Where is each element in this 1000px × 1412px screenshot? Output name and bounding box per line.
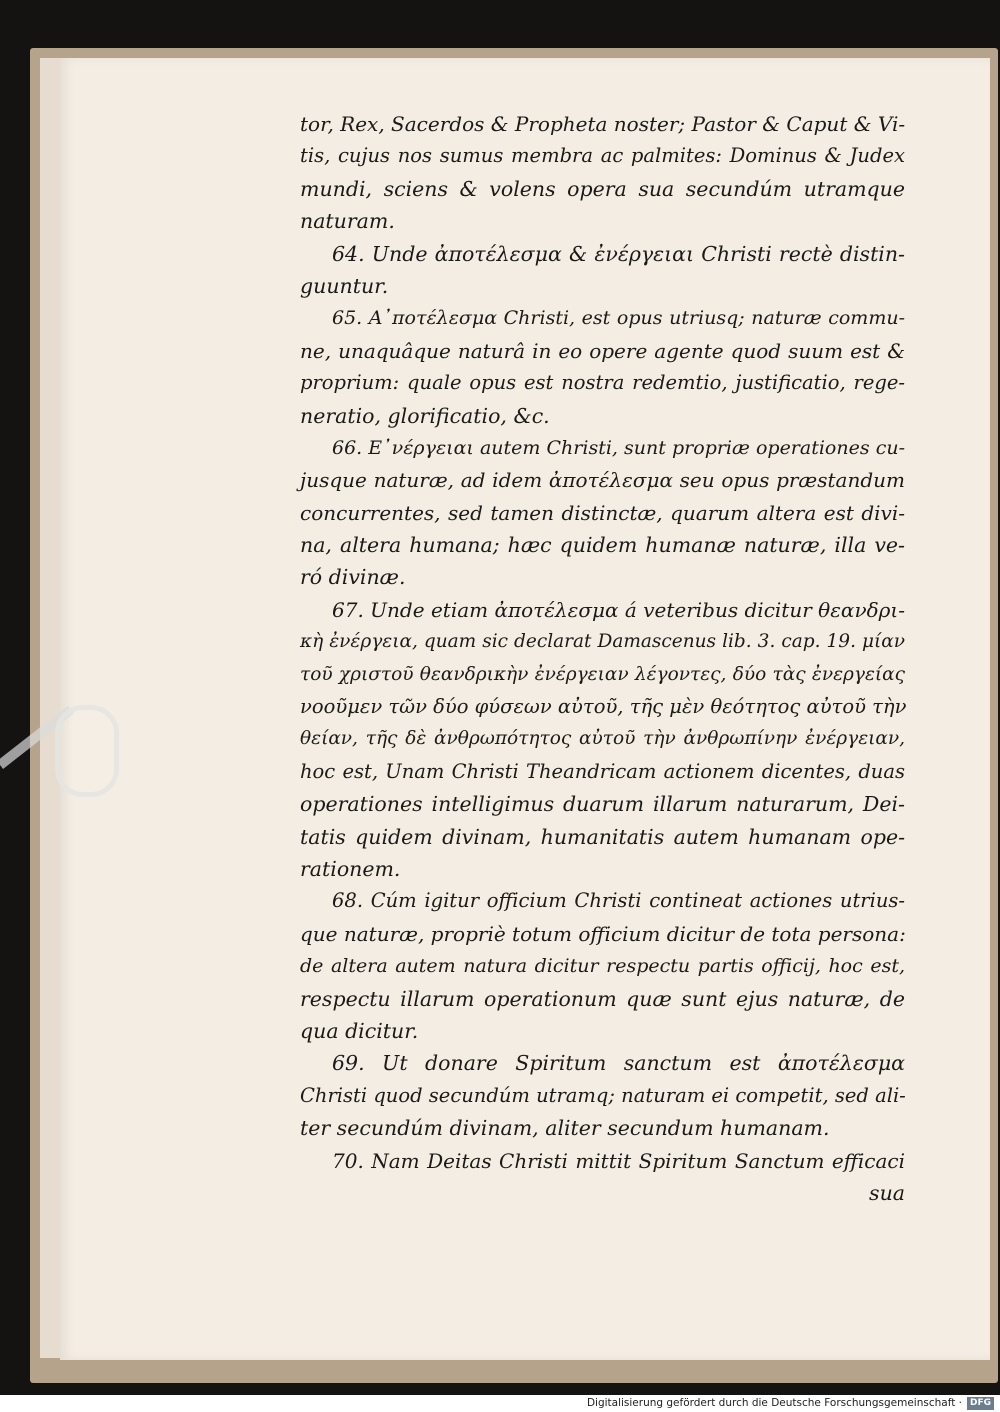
dfg-logo: DFG: [967, 1397, 994, 1410]
text-line: guuntur.: [300, 273, 389, 298]
text-line: operationes intelligimus duarum illarum naturarum, Dei-: [300, 792, 905, 817]
catchword: sua: [869, 1180, 905, 1205]
text-line: rationem.: [300, 856, 401, 881]
text-line: concurrentes, sed tamen distinctæ, quarum altera est divi-: [300, 500, 905, 525]
text-line: jusque naturæ, ad idem ἀποτέλεσμα seu opus præstandum: [300, 468, 905, 493]
text-line: 69. Ut donare Spiritum sanctum est ἀποτέλεσμα: [332, 1051, 905, 1076]
text-line: naturam.: [300, 209, 395, 234]
text-line: de altera autem natura dicitur respectu partis officij, hoc est,: [300, 955, 905, 978]
text-line: νοοῦμεν τῶν δύο φύσεων αὐτοῦ, τῆς μὲν θεότητος αὐτοῦ τὴν: [300, 695, 907, 719]
text-line: ter secundúm divinam, aliter secundum humanam.: [300, 1116, 830, 1141]
text-line: 65. Α᾽ποτέλεσμα Christi, est opus utriusq; naturæ commu-: [332, 307, 905, 330]
text-line: qua dicitur.: [300, 1018, 419, 1043]
text-line: que naturæ, propriè totum officium dicitur de tota persona:: [300, 921, 906, 946]
text-line: ne, unaquâque naturâ in eo opere agente quod suum est &: [300, 338, 905, 363]
funding-notice: Digitalisierung gefördert durch die Deutsche Forschungsgemeinschaft ·: [586, 1397, 962, 1409]
text-line: na, altera humana; hæc quidem humanæ naturæ, illa ve-: [300, 533, 905, 558]
page-clip: [55, 705, 119, 797]
text-line: tis, cujus nos sumus membra ac palmites: Dominus & Judex: [300, 144, 905, 168]
text-line: proprium: quale opus est nostra redemtio, justificatio, rege-: [300, 371, 905, 395]
text-line: respectu illarum operationum quæ sunt ejus naturæ, de: [300, 986, 905, 1011]
text-line: 67. Unde etiam ἀποτέλεσμα á veteribus dicitur θεανδρι-: [332, 597, 905, 622]
text-line: 70. Nam Deitas Christi mittit Spiritum Sanctum efficaci: [332, 1148, 905, 1173]
text-line: τοῦ χριστοῦ θεανδρικὴν ἐνέργειαν λέγοντες, δύο τὰς ἐνεργείας: [300, 663, 905, 685]
text-line: 66. Ε᾽νέργειαι autem Christi, sunt propriæ operationes cu-: [332, 436, 905, 459]
text-line: tor, Rex, Sacerdos & Propheta noster; Pastor & Caput & Vi-: [300, 112, 906, 136]
text-line: 68. Cúm igitur officium Christi contineat actiones utrius-: [332, 889, 905, 913]
text-line: mundi, sciens & volens opera sua secundúm utramque: [300, 176, 905, 201]
text-line: ró divinæ.: [300, 565, 406, 590]
text-line: tatis quidem divinam, humanitatis autem humanam ope-: [300, 824, 905, 849]
text-line: θείαν, τῆς δὲ ἀνθρωπότητος αὐτοῦ τὴν ἀνθρωπίνην ἐνέργειαν,: [300, 728, 905, 750]
text-line: 64. Unde ἀποτέλεσμα & ἐνέργειαι Christi rectè distin-: [332, 241, 905, 266]
footer: [0, 1395, 1000, 1412]
page-text: [300, 108, 905, 1209]
text-line: neratio, glorificatio, &c.: [300, 403, 550, 428]
text-line: κὴ ἐνέργεια, quam sic declarat Damascenus lib. 3. cap. 19. μίαν: [300, 631, 905, 653]
text-line: hoc est, Unam Christi Theandricam actionem dicentes, duas: [300, 759, 905, 783]
text-line: Christi quod secundúm utramq; naturam ei competit, sed ali-: [300, 1083, 906, 1107]
